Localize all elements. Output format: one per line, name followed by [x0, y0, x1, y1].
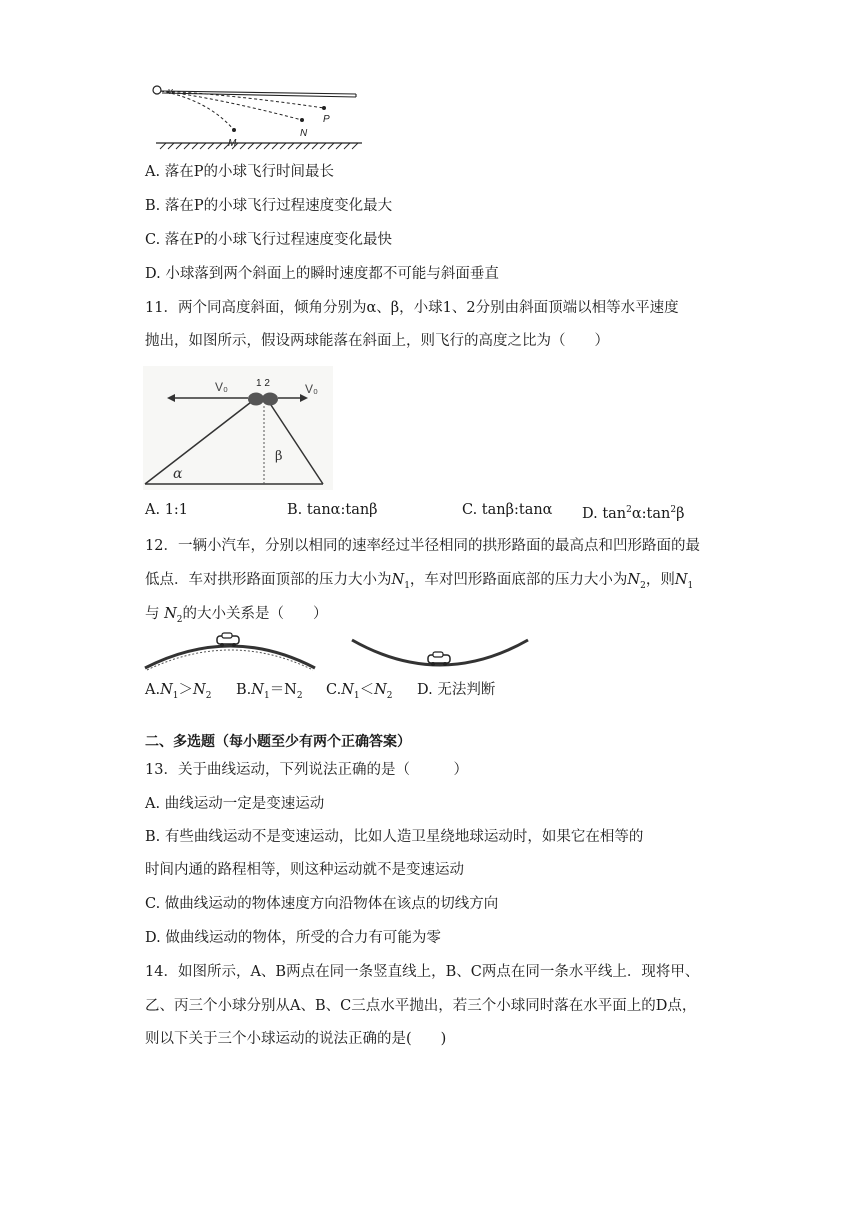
q12-n1: N: [391, 572, 405, 588]
q13-option-b-line2: 时间内通的路程相等，则这种运动就不是变速运动: [145, 862, 464, 878]
q10-option-b: B. 落在P的小球飞行过程速度变化最大: [145, 198, 393, 214]
q12-stem-line3: [145, 604, 328, 630]
concave-road-figure: [350, 636, 530, 672]
label-p: P: [323, 114, 330, 125]
q13-option-d: D. 做曲线运动的物体，所受的合力有可能为零: [145, 930, 441, 946]
label-m: M: [228, 138, 237, 149]
q12-n2: N: [627, 572, 641, 588]
q12-n2-b: N: [164, 606, 177, 622]
q14-stem-line3: 则以下关于三个小球运动的说法正确的是( ): [145, 1031, 447, 1047]
v0-right-label: V₀: [305, 382, 318, 396]
label-n: N: [300, 128, 308, 139]
q11-option-d: [582, 500, 685, 524]
arch-road-figure: [143, 630, 318, 672]
q10-option-c: C. 落在P的小球飞行过程速度变化最快: [145, 232, 393, 248]
q11-d-sup1: 2: [626, 505, 632, 515]
q12-text-d: 与: [145, 606, 160, 622]
q12-option-c: [326, 680, 393, 706]
q10-option-a: A. 落在P的小球飞行时间最长: [145, 164, 334, 180]
q11-stem-line1: 11．两个同高度斜面，倾角分别为α、β，小球1、2分别由斜面顶端以相等水平速度: [145, 300, 679, 316]
projectile-incline-figure: [148, 80, 368, 150]
q13-option-b-line1: B. 有些曲线运动不是变速运动，比如人造卫星绕地球运动时，如果它在相等的: [145, 829, 644, 845]
q12-stem-line2: [145, 570, 693, 596]
q12-c-sub2: 2: [386, 690, 393, 701]
q12-a-op: ＞: [178, 682, 194, 698]
q11-d-prefix: D. tan: [582, 505, 627, 522]
alpha-label: α: [173, 466, 183, 482]
section-title-multi-choice: 二、多选题（每小题至少有两个正确答案）: [145, 734, 411, 750]
q12-text-a: 低点．车对拱形路面顶部的压力大小为: [145, 572, 392, 588]
q14-stem-line1: 14．如图所示，A、B两点在同一条竖直线上，B、C两点在同一条水平线上．现将甲、: [145, 964, 700, 980]
q12-option-d: D. 无法判断: [417, 682, 496, 698]
q12-c-n1: N: [341, 682, 354, 698]
q12-a-sub1: 1: [172, 690, 179, 701]
q12-c-pre: C.: [326, 682, 342, 698]
q12-n1-b-sub: 1: [687, 580, 694, 591]
q11-d-suffix: β: [676, 505, 685, 522]
q12-n1-sub: 1: [404, 580, 410, 591]
q12-text-c: ，则: [645, 572, 675, 588]
q11-option-b: B. tanα:tanβ: [287, 502, 378, 518]
q12-b-sub1: 1: [263, 690, 270, 701]
q11-stem-line2: 抛出，如图所示，假设两球能落在斜面上，则飞行的高度之比为（ ）: [145, 333, 609, 349]
v0-left-label: V₀: [215, 380, 228, 394]
q12-b-n1: N: [251, 682, 264, 698]
q12-n2-b-sub: 2: [176, 614, 183, 625]
q13-stem: 13．关于曲线运动，下列说法正确的是（ ）: [145, 762, 468, 778]
q12-a-n2: N: [193, 682, 206, 698]
q11-option-c: C. tanβ:tanα: [462, 502, 553, 518]
q11-d-sup2: 2: [670, 505, 677, 515]
q13-option-a: A. 曲线运动一定是变速运动: [145, 796, 325, 812]
q12-n1-b: N: [674, 572, 688, 588]
q10-option-d: D. 小球落到两个斜面上的瞬时速度都不可能与斜面垂直: [145, 266, 499, 282]
label-v: v: [168, 86, 173, 96]
q12-a-n1: N: [160, 682, 173, 698]
q12-a-sub2: 2: [205, 690, 212, 701]
q12-option-a: [145, 680, 211, 706]
q12-text-e: 的大小关系是（ ）: [182, 606, 328, 622]
ball-labels: 1 2: [256, 378, 270, 389]
q12-stem-line1: 12．一辆小汽车，分别以相同的速率经过半径相同的拱形路面的最高点和凹形路面的最: [145, 538, 700, 554]
beta-label: β: [275, 449, 283, 464]
q12-b-sub2: 2: [296, 690, 303, 701]
q12-n2-sub: 2: [640, 580, 646, 591]
q13-option-c: C. 做曲线运动的物体速度方向沿物体在该点的切线方向: [145, 896, 499, 912]
q12-b-pre: B.: [236, 682, 252, 698]
q12-c-n2: N: [374, 682, 387, 698]
two-inclines-figure: [143, 366, 333, 490]
q12-c-op: ＜: [359, 682, 375, 698]
q12-text-b: ，车对凹形路面底部的压力大小为: [409, 572, 628, 588]
q11-d-mid: α:tan: [631, 505, 671, 522]
q12-option-b: [236, 680, 303, 706]
q14-stem-line2: 乙、丙三个小球分别从A、B、C三点水平抛出，若三个小球同时落在水平面上的D点，: [145, 998, 697, 1014]
q12-b-op: ＝N: [269, 682, 297, 698]
q11-option-a: A. 1:1: [145, 502, 189, 518]
q12-c-sub1: 1: [353, 690, 360, 701]
q12-a-pre: A.: [145, 682, 161, 698]
